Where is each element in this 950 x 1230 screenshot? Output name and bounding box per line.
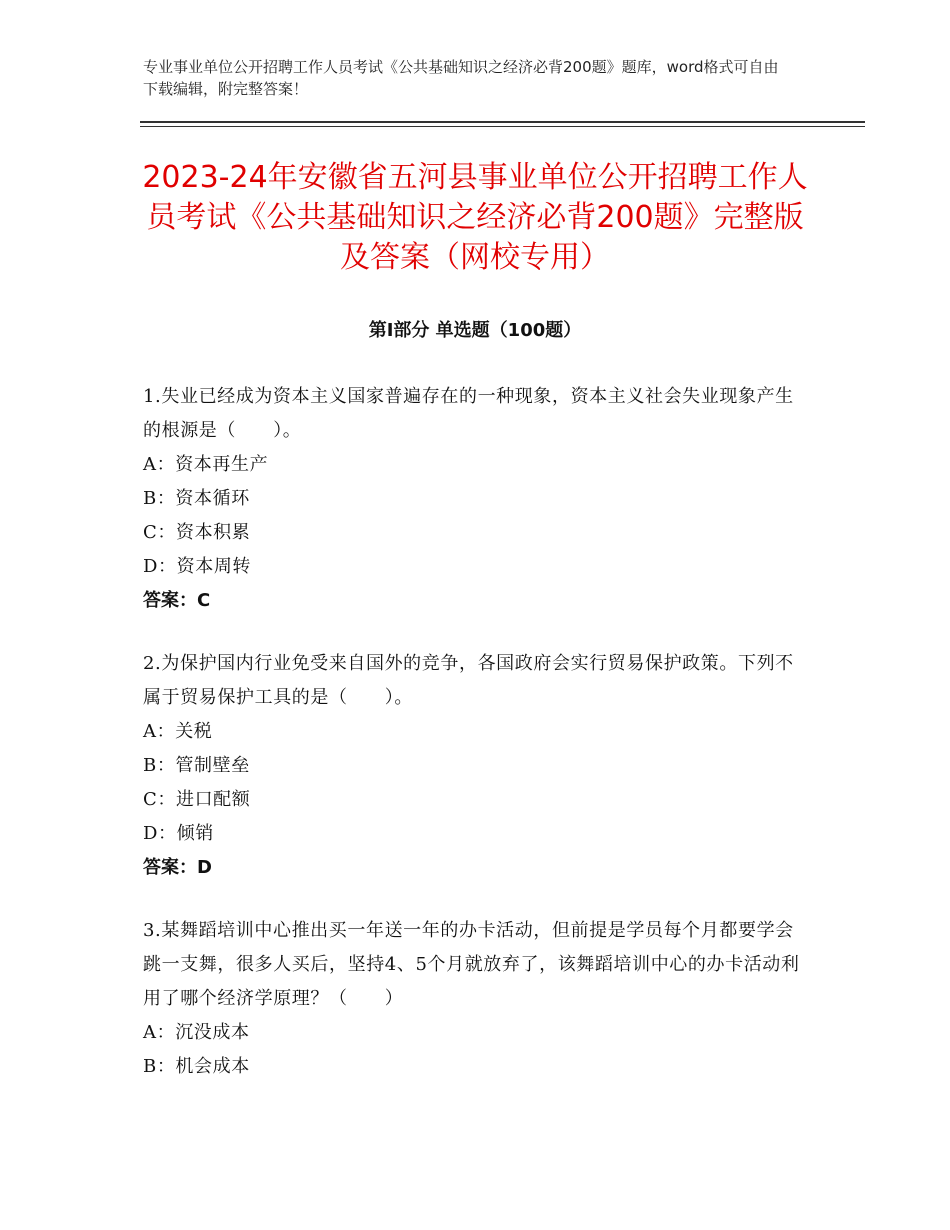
option-a: A：资本再生产 [143,454,269,475]
question-stem: 1.失业已经成为资本主义国家普遍存在的一种现象，资本主义社会失业现象产生的根源是（ ）。 [143,386,794,441]
option-a: A：沉没成本 [143,1022,250,1043]
document-title: 2023-24年安徽省五河县事业单位公开招聘工作人员考试《公共基础知识之经济必背200题》完整版及答案（网校专用） [142,160,808,275]
question-1 [143,380,808,618]
option-b: B：机会成本 [143,1056,250,1077]
option-c: C：资本积累 [143,522,251,543]
question-stem: 2.为保护国内行业免受来自国外的竞争，各国政府会实行贸易保护政策。下列不属于贸易保护工具的是（ ）。 [143,653,794,708]
header-divider-thin [140,126,865,127]
question-stem: 3.某舞蹈培训中心推出买一年送一年的办卡活动，但前提是学员每个月都要学会跳一支舞，很多人买后，坚持4、5个月就放弃了，该舞蹈培训中心的办卡活动利用了哪个经济学原理？（ ） [143,920,800,1009]
option-a: A：关税 [143,721,213,742]
option-b: B：资本循环 [143,488,250,509]
option-c: C：进口配额 [143,789,251,810]
option-d: D：倾销 [143,823,214,844]
question-answer: 答案：C [143,590,211,611]
header-divider-thick [140,121,865,123]
option-d: D：资本周转 [143,556,252,577]
question-list [143,380,808,1113]
question-3 [143,914,808,1084]
question-2 [143,647,808,885]
question-answer: 答案：D [143,857,212,878]
option-b: B：管制壁垒 [143,755,250,776]
header-note: 专业事业单位公开招聘工作人员考试《公共基础知识之经济必背200题》题库，word格式可自由下载编辑，附完整答案！ [143,58,779,98]
section-title: 第Ⅰ部分 单选题（100题） [368,320,582,341]
